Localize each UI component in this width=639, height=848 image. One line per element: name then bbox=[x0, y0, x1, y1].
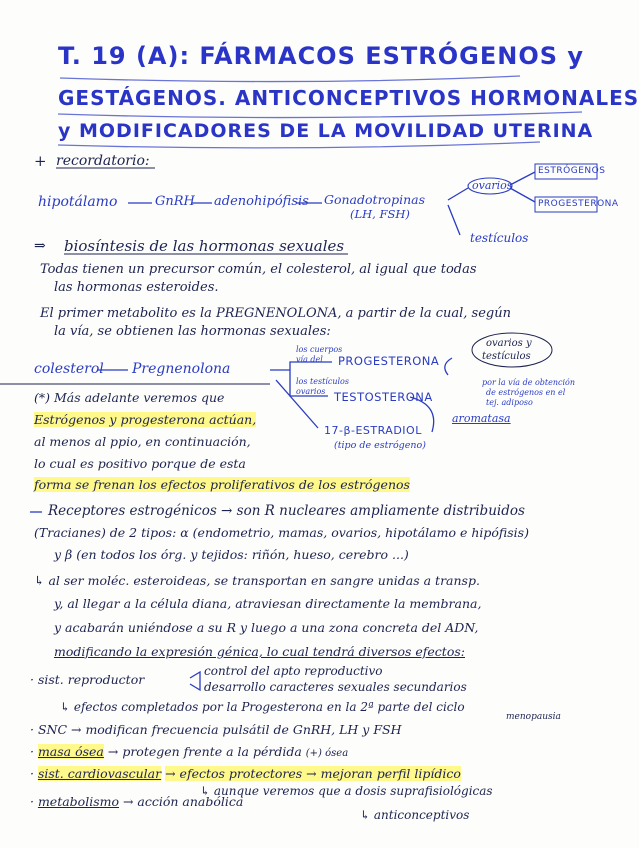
nota-line-2-highlight: Estrógenos y progesterona actúan, bbox=[34, 412, 257, 427]
receptores-line-5: y, al llegar a la célula diana, atraviesan directamente la membrana, bbox=[54, 596, 482, 611]
masa-osea-effect: → protegen frente a la pérdida bbox=[107, 744, 302, 759]
title-line-1: T. 19 (A): FÁRMACOS ESTRÓGENOS y bbox=[58, 42, 585, 70]
efecto-cardiovascular: · sist. cardiovascular → efectos protectores → mejoran perfil lipídico bbox=[30, 766, 461, 781]
efecto-metabolismo: · metabolismo → acción anabólica bbox=[30, 794, 244, 809]
efecto-dosis: ↳ aunque veremos que a dosis suprafisiológicas bbox=[200, 784, 493, 798]
receptores-line-6: y acabarán uniéndose a su R y luego a una zona concreta del ADN, bbox=[54, 620, 479, 635]
bullet-plus: + bbox=[34, 152, 47, 170]
pregnenolona-label: Pregnenolona bbox=[132, 361, 231, 377]
efecto-reproductor-label: sist. reproductor bbox=[37, 672, 145, 687]
arrow-gonado-ovarios bbox=[448, 188, 468, 200]
menopausia-note: menopausia bbox=[506, 712, 561, 722]
receptores-line-4: ↳ al ser moléc. esteroideas, se transportan en sangre unidas a transp. bbox=[34, 573, 480, 588]
cardiovascular-label: sist. cardiovascular bbox=[37, 766, 162, 781]
biosintesis-heading: biosíntesis de las hormonas sexuales bbox=[64, 237, 345, 255]
estrogenos-label: ESTRÓGENOS bbox=[538, 166, 606, 176]
via-label: vía del bbox=[296, 355, 323, 364]
side-note-2: de estrógenos en el bbox=[486, 388, 566, 397]
efecto-masa-osea: · masa ósea → protegen frente a la pérdida (+) ósea bbox=[30, 744, 349, 759]
biosintesis-p2-line1: El primer metabolito es la PREGNENOLONA, a partir de la cual, según bbox=[40, 306, 511, 321]
receptores-line-2: (Tracianes) de 2 tipos: α (endometrio, mamas, ovarios, hipotálamo e hipófisis) bbox=[34, 525, 529, 540]
progesterona-product: PROGESTERONA bbox=[338, 354, 440, 368]
testosterona-note-1: los testículos bbox=[296, 377, 349, 386]
colesterol-label: colesterol bbox=[34, 361, 104, 377]
cuerpo-luteo-label: los cuerpos bbox=[296, 345, 343, 354]
nota-line-4: lo cual es positivo porque de esta bbox=[34, 456, 246, 471]
gnrh-label: GnRH bbox=[155, 194, 195, 209]
title-line-3: y MODIFICADORES DE LA MOVILIDAD UTERINA bbox=[58, 120, 594, 142]
masa-osea-label: masa ósea bbox=[37, 744, 104, 759]
title-underline-2 bbox=[58, 112, 582, 118]
testiculos-label: testículos bbox=[470, 231, 529, 245]
biosintesis-p2-line2: la vía, se obtienen las hormonas sexuales: bbox=[54, 324, 331, 339]
testiculos-branch-label: testículos bbox=[482, 351, 531, 362]
receptores-line-1: Receptores estrogénicos → son R nucleares ampliamente distribuidos bbox=[48, 503, 525, 519]
testosterona-note-2: ovarios bbox=[296, 387, 326, 396]
nota-line-2 bbox=[34, 412, 256, 427]
testosterona-product: TESTOSTERONA bbox=[334, 390, 433, 404]
gonadotropinas-label: Gonadotropinas bbox=[324, 192, 425, 207]
arrow-gonado-testiculos bbox=[448, 205, 460, 235]
ovarios-y-label: ovarios y bbox=[486, 338, 532, 349]
nota-line-1: (*) Más adelante veremos que bbox=[34, 390, 225, 405]
arrow-ovarios-estrogenos bbox=[510, 172, 535, 185]
efecto-snc-label: SNC → modifican frecuencia pulsátil de GnRH, LH y FSH bbox=[37, 722, 402, 737]
title-line-2: GESTÁGENOS. ANTICONCEPTIVOS HORMONALES bbox=[58, 86, 639, 110]
metabolismo-label: metabolismo bbox=[37, 794, 119, 809]
nota-line-5 bbox=[34, 477, 410, 492]
recordatorio-heading: recordatorio: bbox=[56, 153, 150, 169]
receptores-line-3: y β (en todos los órg. y tejidos: riñón, hueso, cerebro ...) bbox=[54, 547, 409, 562]
efecto-snc: · SNC → modifican frecuencia pulsátil de GnRH, LH y FSH bbox=[30, 722, 402, 737]
bracket-ovarios bbox=[445, 358, 452, 375]
hipotalamo-label: hipotálamo bbox=[38, 194, 118, 210]
nota-line-5-highlight: forma se frenan los efectos proliferativos de los estrógenos bbox=[34, 477, 410, 492]
efecto-anticonceptivos: ↳ anticonceptivos bbox=[360, 808, 470, 822]
efecto-reproductor-2: desarrollo caracteres sexuales secundarios bbox=[204, 680, 467, 694]
efecto-reproductor-1: control del apto reproductivo bbox=[204, 664, 383, 678]
efecto-reproductor: · sist. reproductor bbox=[30, 672, 145, 687]
receptores-line-7: modificando la expresión génica, lo cual tendrá diversos efectos: bbox=[54, 644, 465, 659]
side-note-1: por la vía de obtención bbox=[482, 378, 576, 387]
arrow-bullet-biosintesis: ⇒ bbox=[34, 238, 46, 254]
side-note-3: tej. adiposo bbox=[486, 398, 533, 407]
lh-fsh-label: (LH, FSH) bbox=[350, 207, 410, 221]
title-underline-3 bbox=[58, 142, 540, 148]
nota-line-3: al menos al ppio, en continuación, bbox=[34, 434, 251, 449]
estradiol-note: (tipo de estrógeno) bbox=[334, 440, 426, 451]
adenohipofisis-label: adenohipófisis bbox=[214, 194, 309, 209]
masa-osea-note: (+) ósea bbox=[305, 748, 349, 759]
metabolismo-effect: → acción anabólica bbox=[122, 794, 244, 809]
aromatasa-label: aromatasa bbox=[452, 412, 511, 425]
estradiol-product: 17-β-ESTRADIOL bbox=[324, 424, 422, 437]
arrow-ovarios-progesterona bbox=[510, 188, 535, 202]
bracket-reproductor bbox=[190, 672, 200, 690]
ovarios-label: ovarios bbox=[472, 179, 513, 192]
cardiovascular-effect: → efectos protectores → mejoran perfil lipídico bbox=[165, 766, 461, 781]
biosintesis-p1-line2: las hormonas esteroides. bbox=[54, 280, 219, 295]
title-underline-1 bbox=[60, 76, 520, 82]
efecto-reproductor-3: ↳ efectos completados por la Progesterona en la 2ª parte del ciclo bbox=[60, 700, 465, 714]
biosintesis-p1-line1: Todas tienen un precursor común, el colesterol, al igual que todas bbox=[40, 262, 477, 277]
progesterona-label: PROGESTERONA bbox=[538, 199, 619, 209]
